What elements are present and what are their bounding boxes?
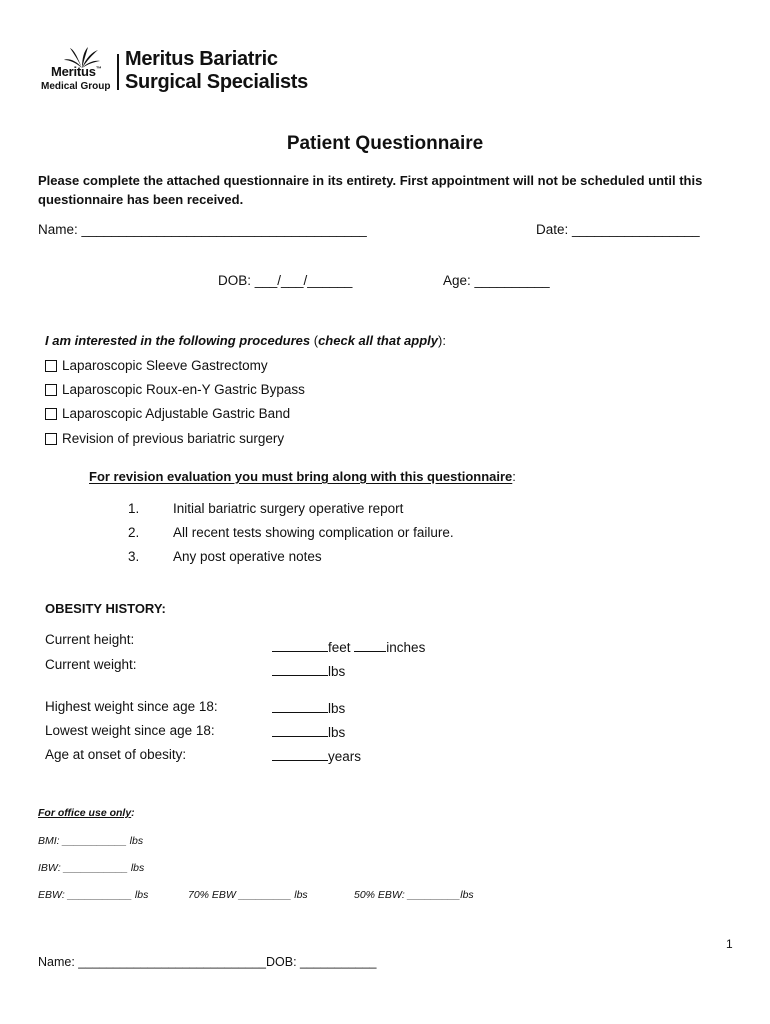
list-number: 3.	[128, 549, 140, 564]
ibw-field[interactable]: IBW: ___________ lbs	[38, 862, 145, 874]
list-item: All recent tests showing complication or failure.	[173, 525, 454, 540]
procedure-label: Laparoscopic Adjustable Gastric Band	[62, 406, 291, 421]
date-field[interactable]: Date: _________________	[536, 222, 700, 237]
checkbox[interactable]	[45, 384, 57, 396]
office-use-heading: For office use only:	[38, 807, 135, 819]
list-number: 2.	[128, 525, 140, 540]
age-field[interactable]: Age: __________	[443, 273, 550, 288]
current-weight-label: Current weight:	[45, 657, 137, 672]
revision-heading: For revision evaluation you must bring along with this questionnaire:	[89, 469, 516, 484]
procedure-label: Revision of previous bariatric surgery	[62, 431, 285, 446]
lowest-weight-label: Lowest weight since age 18:	[45, 723, 215, 738]
highest-weight-field[interactable]: lbs	[272, 699, 345, 716]
dob-field[interactable]: DOB: ___/___/______	[218, 273, 353, 288]
procedure-option-bypass[interactable]	[45, 382, 305, 397]
checkbox[interactable]	[45, 360, 57, 372]
current-height-field[interactable]: feet inches	[272, 638, 425, 655]
checkbox[interactable]	[45, 408, 57, 420]
footer-name-field[interactable]: Name: ___________________________	[38, 955, 266, 969]
procedures-heading: I am interested in the following procedures (check all that apply):	[45, 333, 446, 348]
checkbox[interactable]	[45, 433, 57, 445]
current-weight-field[interactable]: lbs	[272, 662, 345, 679]
procedure-label: Laparoscopic Roux-en-Y Gastric Bypass	[62, 382, 305, 397]
page-number: 1	[726, 937, 733, 951]
footer-dob-field[interactable]: DOB: ___________	[266, 955, 377, 969]
practice-name-line2: Surgical Specialists	[125, 71, 308, 93]
list-item: Initial bariatric surgery operative report	[173, 501, 404, 516]
intro-instructions: Please complete the attached questionnaire in its entirety. First appointment will not be scheduled until this questionnaire has been received.	[38, 173, 703, 207]
logo-wordmark: Meritus™	[51, 64, 102, 79]
list-item: Any post operative notes	[173, 549, 322, 564]
bmi-field[interactable]: BMI: ___________ lbs	[38, 835, 144, 847]
logo-divider	[117, 54, 119, 90]
ebw-70-field[interactable]: 70% EBW _________ lbs	[188, 889, 308, 901]
practice-name-line1: Meritus Bariatric	[125, 48, 278, 70]
ebw-field[interactable]: EBW: ___________ lbs	[38, 889, 149, 901]
name-field[interactable]: Name: ______________________________________	[38, 222, 367, 237]
procedure-label: Laparoscopic Sleeve Gastrectomy	[62, 358, 268, 373]
current-height-label: Current height:	[45, 632, 135, 647]
highest-weight-label: Highest weight since age 18:	[45, 699, 218, 714]
page-title: Patient Questionnaire	[286, 133, 484, 154]
procedure-option-revision[interactable]	[45, 431, 284, 446]
list-number: 1.	[128, 501, 140, 516]
lowest-weight-field[interactable]: lbs	[272, 723, 345, 740]
logo-subtitle: Medical Group	[41, 81, 111, 92]
procedure-option-sleeve[interactable]	[45, 358, 268, 373]
onset-age-label: Age at onset of obesity:	[45, 747, 187, 762]
onset-age-field[interactable]: years	[272, 747, 361, 764]
obesity-history-heading: OBESITY HISTORY:	[45, 601, 166, 616]
procedure-option-band[interactable]	[45, 406, 290, 421]
ebw-50-field[interactable]: 50% EBW: _________lbs	[354, 889, 474, 901]
